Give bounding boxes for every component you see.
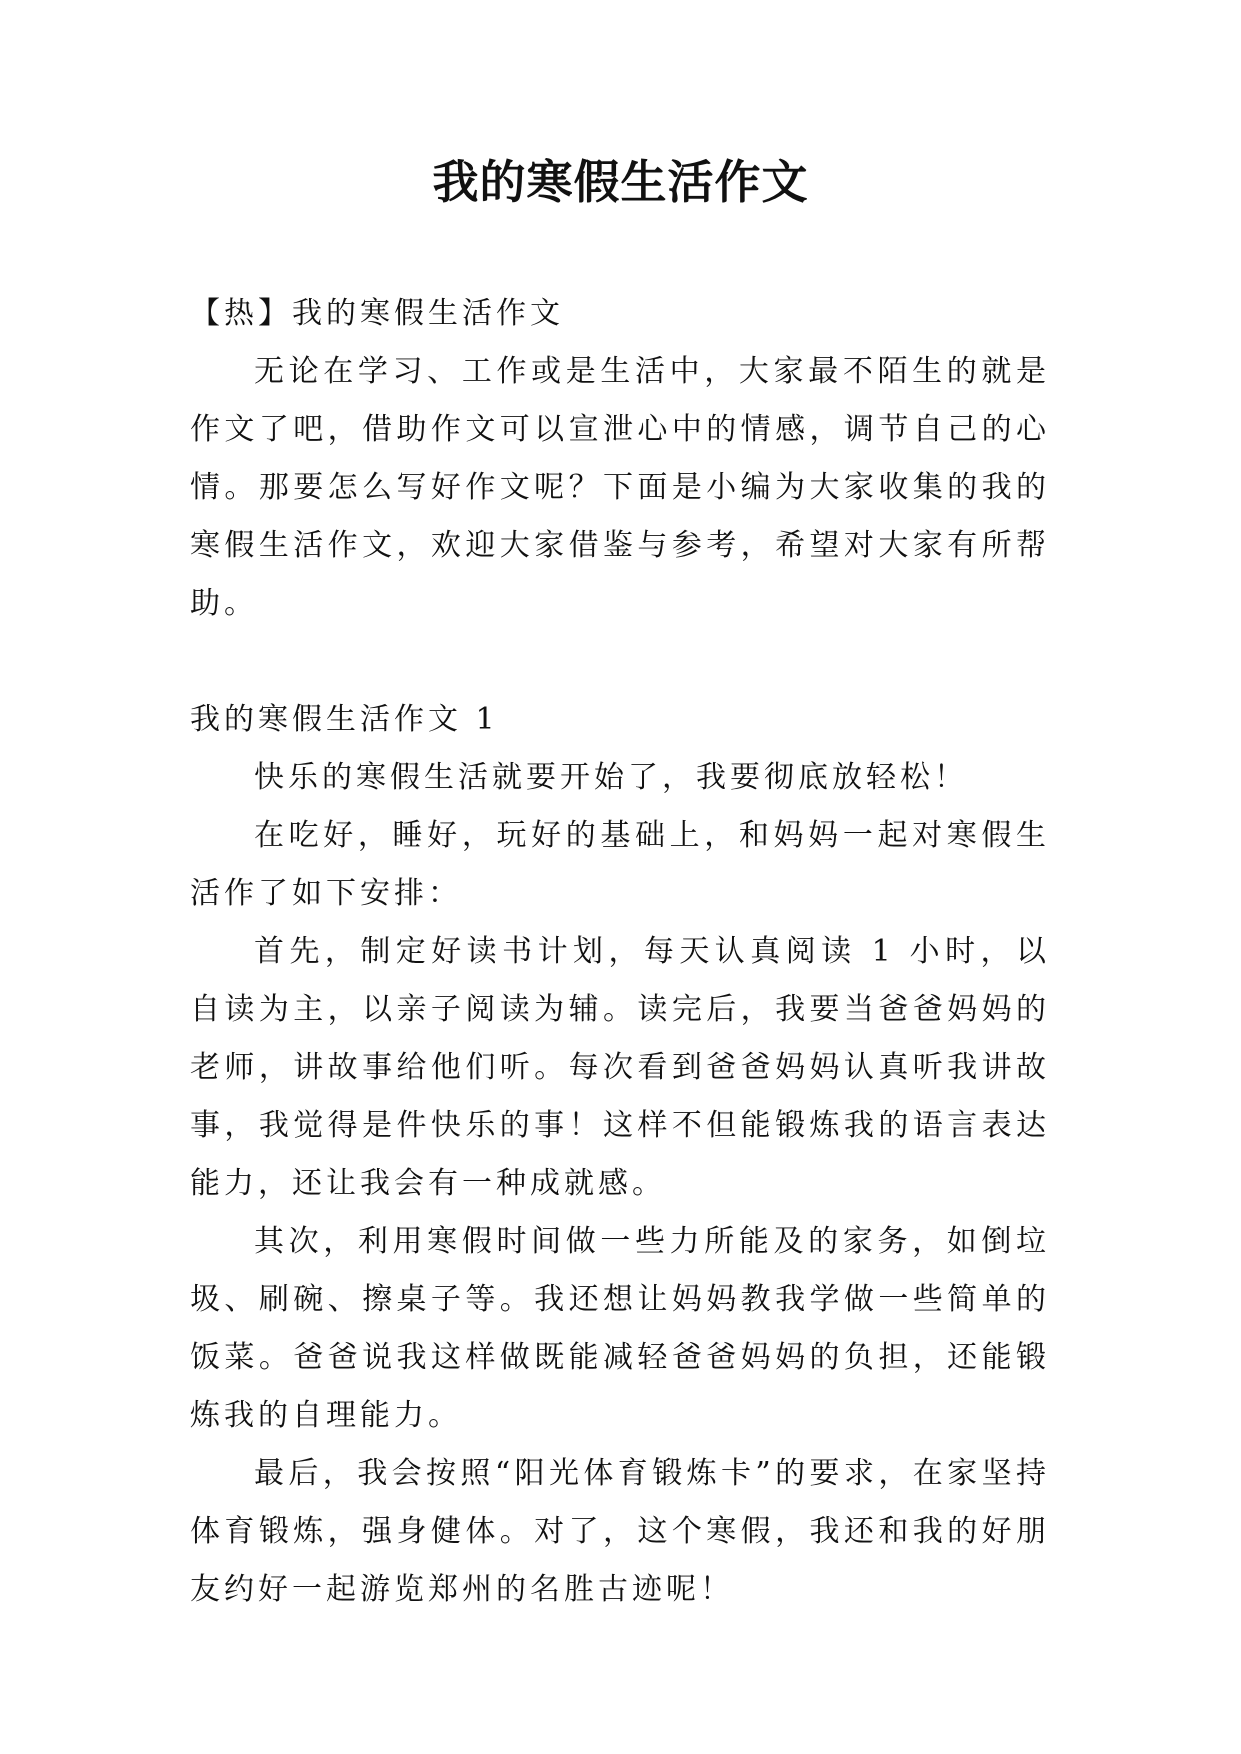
intro-heading: 【热】我的寒假生活作文 [190, 296, 564, 331]
intro-paragraph: 无论在学习、工作或是生活中，大家最不陌生的就是作文了吧，借助作文可以宣泄心中的情感，调节自己的心情。那要怎么写好作文呢？下面是小编为大家收集的我的寒假生活作文，欢迎大家借鉴与参考，希望对大家有所帮助。 [190, 354, 1050, 621]
paragraph-4: 其次，利用寒假时间做一些力所能及的家务，如倒垃圾、刷碗、擦桌子等。我还想让妈妈教我学做一些简单的饭菜。爸爸说我这样做既能减轻爸爸妈妈的负担，还能锻炼我的自理能力。 [190, 1224, 1050, 1433]
document-title: 我的寒假生活作文 [432, 155, 809, 209]
paragraph-5: 最后，我会按照“阳光体育锻炼卡”的要求，在家坚持体育锻炼，强身健体。对了，这个寒假，我还和我的好朋友约好一起游览郑州的名胜古迹呢！ [190, 1456, 1050, 1607]
paragraph-3: 首先，制定好读书计划，每天认真阅读 1 小时，以自读为主，以亲子阅读为辅。读完后，我要当爸爸妈妈的老师，讲故事给他们听。每次看到爸爸妈妈认真听我讲故事，我觉得是件快乐的事！这样不但能锻炼我的语言表达能力，还让我会有一种成就感。 [190, 934, 1050, 1201]
section-spacer [190, 633, 1050, 691]
paragraph-2: 在吃好，睡好，玩好的基础上，和妈妈一起对寒假生活作了如下安排： [190, 818, 1050, 911]
section-heading: 我的寒假生活作文 1 [190, 702, 499, 737]
paragraph-1: 快乐的寒假生活就要开始了，我要彻底放轻松！ [254, 760, 968, 795]
document-body [190, 285, 1050, 1619]
